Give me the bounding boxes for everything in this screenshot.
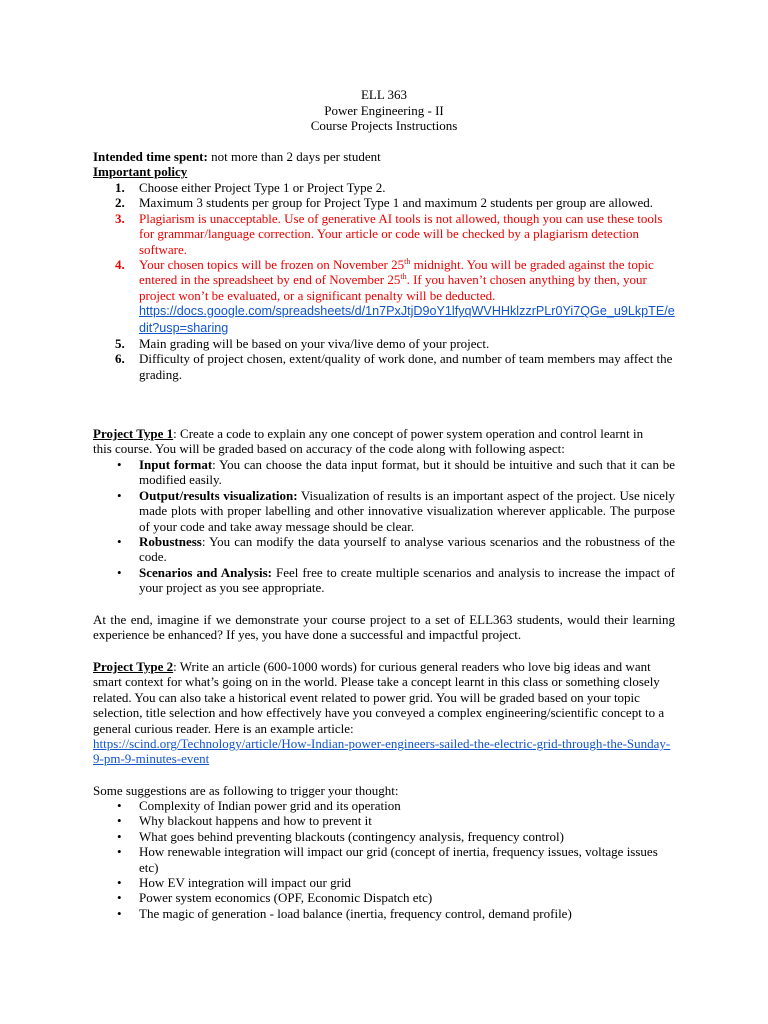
suggestion-item (93, 906, 675, 921)
project2-body: : Write an article (600-1000 words) for curious general readers who love big ideas and want smart context for what’s going on in the world. Please take a concept learnt in this class or something closely related. You can also take a historical event related to power grid. You will be graded based on your topic selection, title selection and how effectively have you conveyed a complex engineering/scientific concept to a general curious reader. Here is an example article: (93, 659, 665, 736)
policy-item (93, 336, 675, 351)
suggestion-item (93, 813, 675, 828)
suggestion-item (93, 798, 675, 813)
aspect-title: Scenarios and Analysis: (139, 564, 272, 580)
bullet: • (117, 487, 122, 503)
bullet: • (117, 798, 122, 813)
policy-item-number: 3. (115, 210, 125, 226)
aspect-item (93, 457, 675, 488)
bullet: • (117, 905, 122, 921)
aspect-text: Visualization of results is an important aspect of the project. Use nicely made plots with proper labelling and other innovative visualization wherever applicable. The purpose of your code and take away message should be clear. (139, 487, 675, 534)
suggestions-intro: Some suggestions are as following to trigger your thought: (93, 783, 399, 798)
bullet: • (117, 875, 122, 891)
project1-closing: At the end, imagine if we demonstrate your course project to a set of ELL363 students, would their learning experience be enhanced? If yes, you have done a successful and impactful project. (93, 612, 675, 643)
project1-aspect-list (93, 457, 675, 596)
aspect-title: Output/results visualization: (139, 487, 298, 503)
policy-item-text: Choose either Project Type 1 or Project Type 2. (139, 180, 386, 195)
suggestion-text: What goes behind preventing blackouts (contingency analysis, frequency control) (139, 828, 564, 844)
bullet: • (117, 457, 122, 472)
project1-intro-text: : Create a code to explain any one concept of power system operation and control learnt in this course. You will be graded based on accuracy of the code along with following aspect: (93, 426, 644, 457)
policy-heading-line (93, 164, 678, 179)
suggestion-text: How renewable integration will impact our grid (concept of inertia, frequency issues, voltage issues etc) (139, 844, 658, 875)
intended-time (93, 149, 678, 164)
policy-item-text: Maximum 3 students per group for Project Type 1 and maximum 2 students per group are allowed. (139, 195, 654, 211)
course-name: Power Engineering - II (324, 102, 444, 118)
policy-item-number: 6. (115, 351, 125, 367)
deadline-text-b: midnight. You will be graded against the topic entered in the spreadsheet by end of November 25 (139, 257, 654, 288)
suggestion-text: The magic of generation - load balance (inertia, frequency control, demand profile) (139, 905, 572, 921)
suggestion-item (93, 875, 675, 890)
policy-item (93, 195, 675, 210)
bullet: • (117, 564, 122, 580)
example-article-link[interactable]: https://scind.org/Technology/article/How-Indian-power-engineers-sailed-the-electric-grid-through-the-Sunday-9-pm-9-minutes-event (93, 736, 671, 767)
deadline-sup-b: th (400, 272, 407, 282)
policy-item-text: Difficulty of project chosen, extent/quality of work done, and number of team members may affect the grading. (139, 351, 673, 382)
deadline-text-a: Your chosen topics will be frozen on November 25 (139, 257, 405, 273)
bullet: • (117, 890, 122, 906)
spreadsheet-link[interactable]: https://docs.google.com/spreadsheets/d/1n7PxJtjD9oY1lfyqWVHHklzzrPLr0Yi7QGe_u9LkpTE/edit?usp=sharing (139, 304, 675, 335)
suggestion-text: How EV integration will impact our grid (139, 875, 352, 891)
suggestion-text: Why blackout happens and how to prevent it (139, 813, 372, 829)
intended-time-label: Intended time spent: (93, 149, 208, 164)
course-code: ELL 363 (360, 87, 408, 102)
aspect-text: : You can modify the data yourself to analyse various scenarios and the robustness of the code. (139, 534, 675, 565)
project2-heading: Project Type 2 (93, 659, 174, 674)
aspect-text: Feel free to create multiple scenarios and analysis to increase the impact of your project as you see appropriate. (139, 564, 675, 596)
suggestion-item (93, 890, 675, 905)
policy-item-plagiarism (93, 211, 675, 257)
deadline-text-c: . If you haven’t chosen anything by then, your project won’t be evaluated, or a significant penalty will be deducted. (139, 272, 647, 303)
aspect-text: : You can choose the data input format, but it should be intuitive and such that it can be modified easily. (139, 457, 675, 488)
aspect-item (93, 565, 675, 596)
aspect-title: Robustness (139, 534, 202, 550)
policy-item (93, 180, 675, 195)
aspect-item (93, 534, 675, 565)
deadline-sup-a: th (404, 257, 411, 267)
bullet: • (117, 813, 122, 829)
policy-item-number: 5. (115, 336, 125, 352)
suggestion-text: Power system economics (OPF, Economic Dispatch etc) (139, 890, 433, 906)
suggestion-text: Complexity of Indian power grid and its operation (139, 798, 401, 813)
policy-item-number: 2. (115, 195, 125, 211)
suggestion-item (93, 829, 675, 844)
document-header (0, 87, 768, 134)
policy-item-number: 4. (115, 257, 125, 273)
document-title: Course Projects Instructions (310, 118, 458, 133)
policy-item-number: 1. (115, 180, 125, 195)
suggestions-list (93, 798, 675, 921)
policy-heading: Important policy (93, 164, 188, 179)
suggestion-item (93, 844, 675, 875)
project1-heading: Project Type 1 (93, 426, 174, 441)
aspect-title: Input format (139, 457, 213, 472)
policy-item (93, 351, 675, 382)
policy-item-deadline (93, 257, 675, 336)
project1-intro (93, 426, 649, 457)
aspect-item (93, 488, 675, 534)
project2-section (93, 659, 675, 767)
intended-time-value: not more than 2 days per student (207, 149, 381, 164)
policy-list (93, 180, 675, 382)
policy-item-text: Plagiarism is unacceptable. Use of generative AI tools is not allowed, though you can use these tools for grammar/language correction. Your article or code will be checked by a plagiarism detection software. (139, 210, 663, 257)
policy-item-text: Main grading will be based on your viva/live demo of your project. (139, 336, 490, 352)
bullet: • (117, 534, 122, 550)
bullet: • (117, 844, 122, 860)
bullet: • (117, 828, 122, 844)
